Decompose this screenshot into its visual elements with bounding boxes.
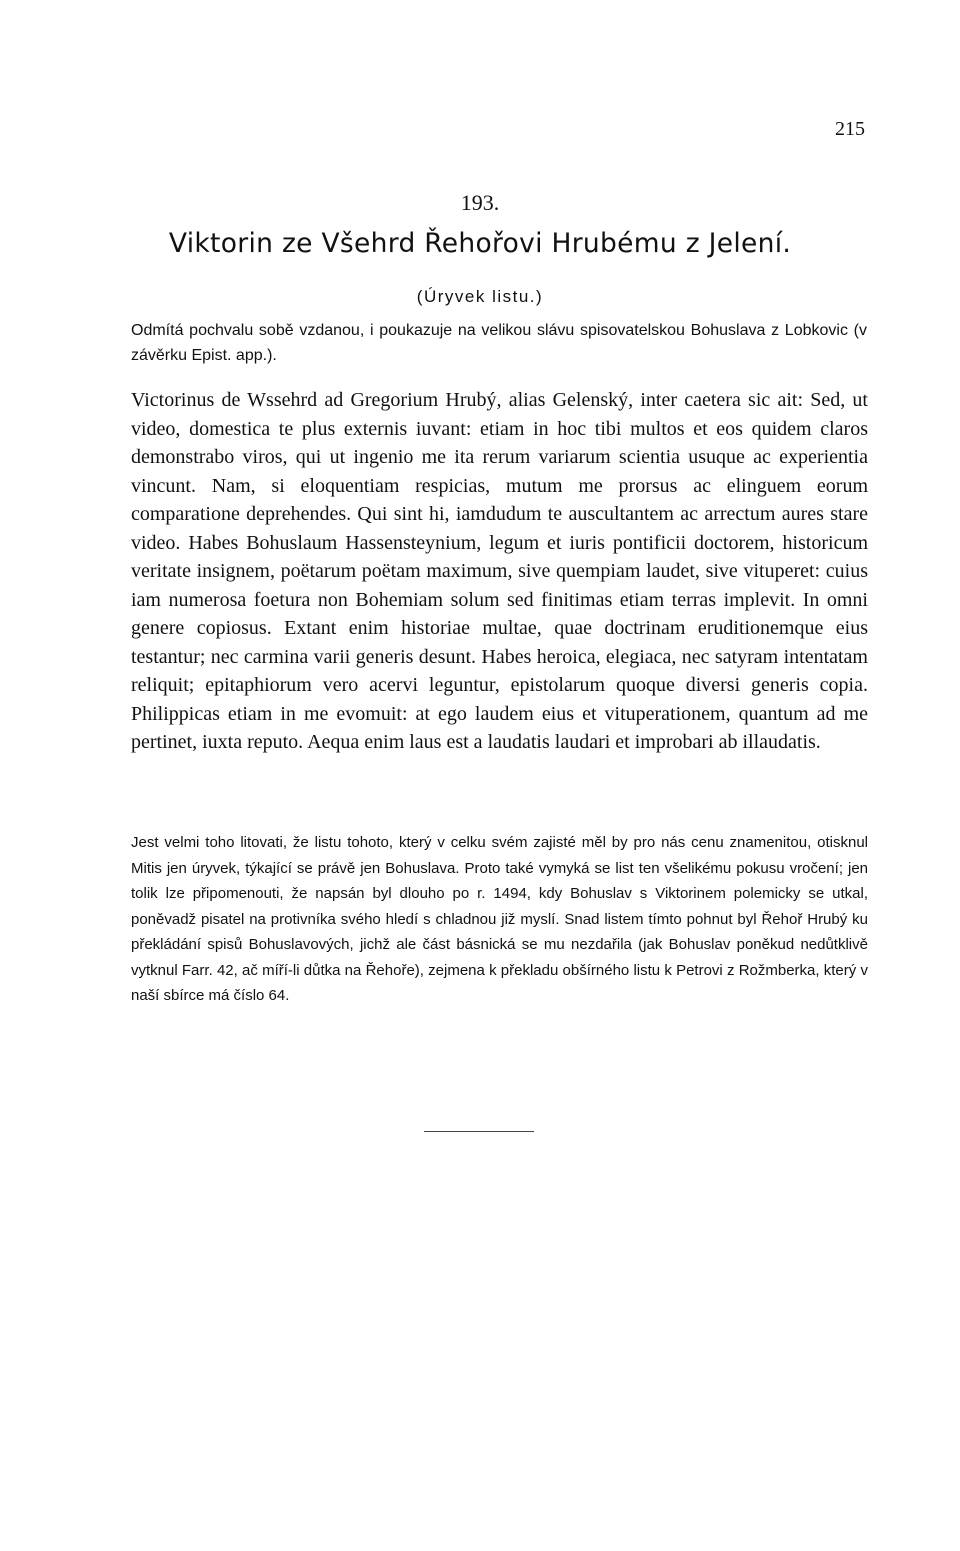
page-number: 215 [835,118,865,140]
letter-subtitle: (Úryvek listu.) [416,287,544,306]
letter-title: Viktorin ze Všehrd Řehořovi Hrubému z Jelení. [168,228,792,259]
editorial-commentary: Jest velmi toho litovati, že listu tohoto, který v celku svém zajisté měl by pro nás cenu znamenitou, otisknul Mitis jen úryvek, týkající se právě jen Bohuslava. Proto také vymyká se list ten všelikému pokusu vročení; jen tolik lze připomenouti, že napsán byl dlouho po r. 1494, kdy Bohuslav s Viktorinem polemicky se utkal, poněvadž pisatel na protivníka svého hledí s chladnou již myslí. Snad listem tímto pohnut byl Řehoř Hrubý ku překládání spisů Bohuslavových, jichž ale část básnická se mu nezdařila (jak Bohuslav poněkud nedůtklivě vytknul Farr. 42, ač míří-li důtka na Řehoře), zejmena k překladu obšírného listu k Petrovi z Rožmberka, který v naší sbírce má číslo 64. [131,834,868,1004]
letter-number: 193. [460,190,500,215]
section-divider [424,1131,534,1132]
letter-text: Victorinus de Wssehrd ad Gregorium Hrubý, alias Gelenský, inter caetera sic ait: Sed, ut video, domestica te plus externis iuvant: etiam in hoc tibi multos et eos quidem claros demonstrabo viros, qui ut ingenio me ita rerum variarum scientia usuque ac experientia vincunt. Nam, si eloquentiam respicias, mutum me prorsus ac elinguem eorum comparatione deprehendes. Qui sint hi, iamdudum te auscultantem ac arrectum aures stare video. Habes Bohuslaum Hassensteynium, legum et iuris pontificii doctorem, historicum veritate insignem, poëtarum poëtam maximum, sive quempiam laudet, sive vituperet: cuius iam numerosa foetura non Bohemiam solum sed finitimas etiam terras implevit. In omni genere copiosus. Extant enim historiae multae, quae doctrinam eruditionemque eius testantur; nec carmina varii generis desunt. Habes heroica, elegiaca, nec satyram intentatam reliquit; epitaphiorum vero acervi leguntur, epistolarum quoque diversi generis copia. Philippicas etiam in me evomuit: at ego laudem eius et vituperationem, quantum ad me pertinet, iuxta reputo. Aequa enim laus est a laudatis laudari et improbari ab illaudatis. [131,389,868,753]
letter-regest: Odmítá pochvalu sobě vzdanou, i poukazuje na velikou slávu spisovatelskou Bohuslava z Lobkovic (v závěrku Epist. app.). [131,322,867,364]
